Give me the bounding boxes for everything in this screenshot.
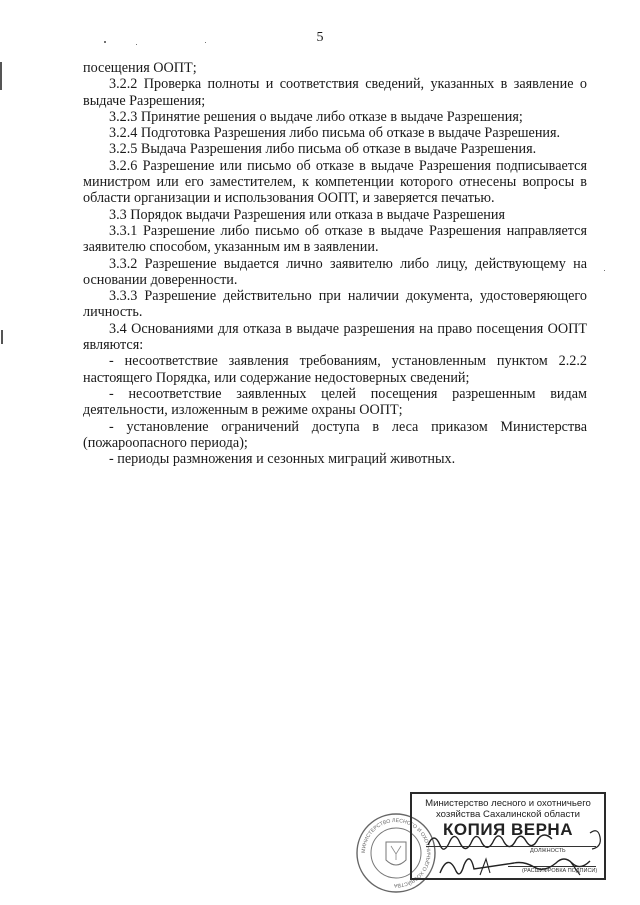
stamp-position-caption: ДОЛЖНОСТЬ (530, 848, 566, 854)
list-item: - несоответствие заявленных целей посещения разрешенным видам деятельности, изложенным в режиме охраны ООПТ; (83, 385, 587, 419)
paragraph: 3.2.3 Принятие решения о выдаче либо отказе в выдаче Разрешения; (109, 108, 523, 125)
paragraph: 3.4 Основаниями для отказа в выдаче разрешения на право посещения ООПТ являются: (83, 320, 587, 354)
stamp-name-caption: (РАСШИФРОВКА ПОДПИСИ) (522, 868, 598, 874)
paragraph: 3.2.5 Выдача Разрешения либо письма об отказе в выдаче Разрешения. (109, 141, 537, 158)
paragraph: посещения ООПТ; (83, 60, 197, 76)
list-item: - несоответствие заявления требованиям, установленным пунктом 2.2.2 настоящего Порядка, или содержание недостоверных сведений; (83, 353, 587, 386)
paragraph: 3.3.1 Разрешение либо письмо об отказе в выдаче Разрешения направляется заявителю способом, указанным им в заявлении. (83, 222, 587, 256)
page-number: 5 (316, 30, 324, 45)
list-item: - периоды размножения и сезонных миграций животных. (109, 451, 456, 468)
paragraph: 3.2.6 Разрешение или письмо об отказе в выдаче Разрешения подписывается министром или его заместителем, к компетенции которого отнесены вопросы в области организации и использования ООПТ, и заверяется печатью. (83, 157, 587, 207)
stamp-title: КОПИЯ ВЕРНА (443, 820, 573, 839)
scan-margin-mark (1, 330, 3, 344)
scan-margin-mark (0, 62, 2, 90)
list-item: - установление ограничений доступа в леса приказом Министерства (пожароопасного периода); (83, 418, 587, 451)
handwritten-signature (420, 815, 620, 885)
section-heading: 3.3 Порядок выдачи Разрешения или отказа в выдаче Разрешения (109, 206, 505, 223)
document-body (83, 60, 587, 467)
stamp-organization: Министерство лесного и охотничьего хозяйства Сахалинской области (425, 798, 591, 820)
paragraph: 3.2.2 Проверка полноты и соответствия сведений, указанных в заявление о выдаче Разрешения; (83, 76, 587, 109)
paragraph: 3.3.2 Разрешение выдается лично заявителю либо лицу, действующему на основании доверенности. (83, 255, 587, 288)
seal-text: МИНИСТЕРСТВО ЛЕСНОГО И ОХОТНИЧЬЕГО ХОЗЯЙСТВА (360, 817, 432, 889)
paragraph: 3.3.3 Разрешение действительно при наличии документа, удостоверяющего личность. (83, 288, 587, 321)
paragraph: 3.2.4 Подготовка Разрешения либо письма об отказе в выдаче Разрешения. (109, 125, 561, 142)
